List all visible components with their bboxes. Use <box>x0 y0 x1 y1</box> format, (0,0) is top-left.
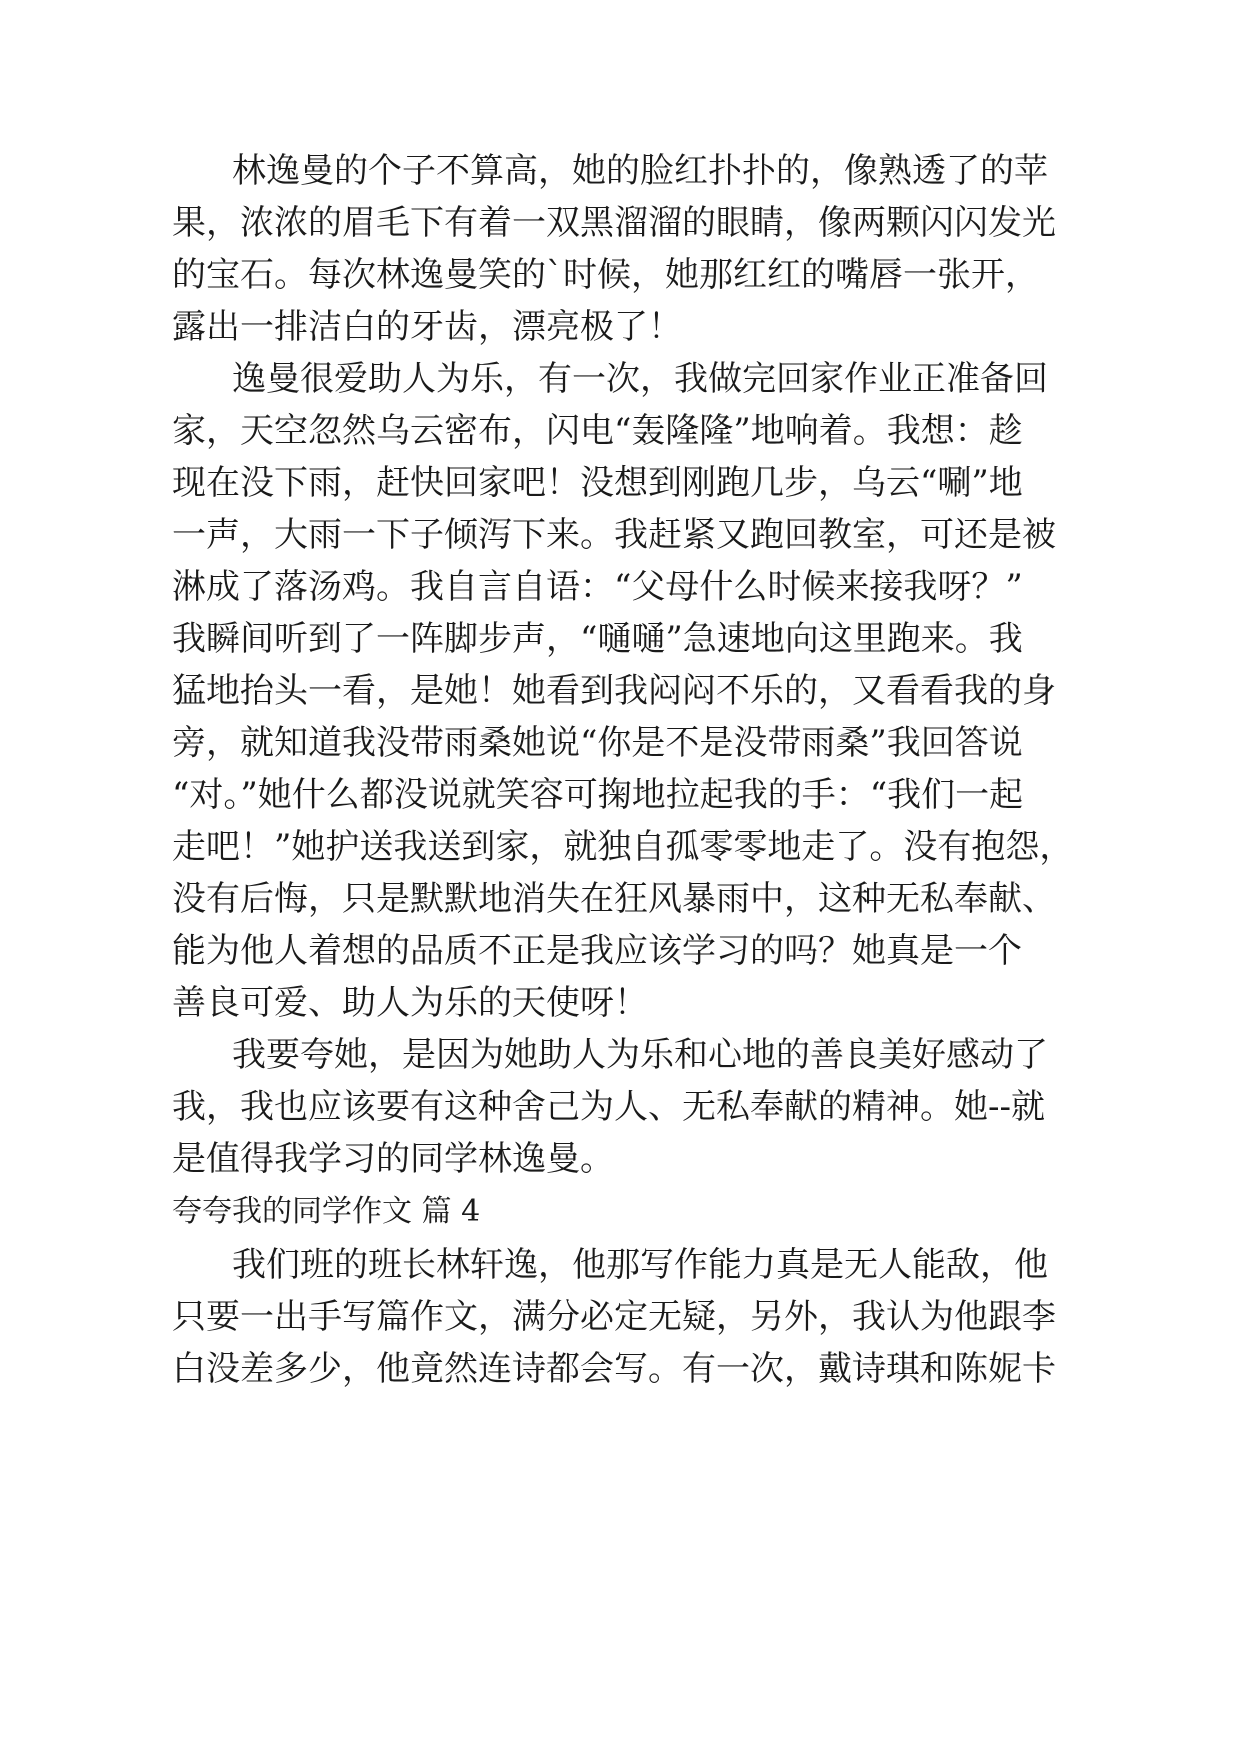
paragraph-line: 我瞬间听到了一阵脚步声，“嗵嗵”急速地向这里跑来。我 <box>172 619 1023 659</box>
paragraph-line: 逸曼很爱助人为乐，有一次，我做完回家作业正准备回 <box>232 359 1048 399</box>
paragraph-line: 林逸曼的个子不算高，她的脸红扑扑的，像熟透了的苹 <box>232 151 1048 191</box>
paragraph-line: 能为他人着想的品质不正是我应该学习的吗？她真是一个 <box>172 931 1022 971</box>
paragraph-line: 我，我也应该要有这种舍己为人、无私奉献的精神。她--就 <box>172 1087 1045 1127</box>
paragraph-line: 走吧！”她护送我送到家，就独自孤零零地走了。没有抱怨， <box>172 827 1074 867</box>
paragraph-line: 果，浓浓的眉毛下有着一双黑溜溜的眼睛，像两颗闪闪发光 <box>172 203 1056 243</box>
paragraph-line: 旁，就知道我没带雨桑她说“你是不是没带雨桑”我回答说 <box>172 723 1023 763</box>
paragraph-line: “对。”她什么都没说就笑容可掬地拉起我的手：“我们一起 <box>172 775 1024 815</box>
paragraph-line: 我要夸她，是因为她助人为乐和心地的善良美好感动了 <box>232 1035 1048 1075</box>
paragraph-line: 淋成了落汤鸡。我自言自语：“父母什么时候来接我呀？” <box>172 567 1023 607</box>
paragraph-line: 猛地抬头一看，是她！她看到我闷闷不乐的，又看看我的身 <box>172 671 1056 711</box>
paragraph-line: 没有后悔，只是默默地消失在狂风暴雨中，这种无私奉献、 <box>172 879 1056 919</box>
section-heading: 夸夸我的同学作文 篇 4 <box>172 1194 481 1229</box>
paragraph-line: 白没差多少，他竟然连诗都会写。有一次，戴诗琪和陈妮卡 <box>172 1349 1056 1389</box>
paragraph-line: 我们班的班长林轩逸，他那写作能力真是无人能敌，他 <box>232 1245 1048 1285</box>
paragraph-line: 是值得我学习的同学林逸曼。 <box>172 1139 614 1179</box>
paragraph-line: 家，天空忽然乌云密布，闪电“轰隆隆”地响着。我想：趁 <box>172 411 1023 451</box>
paragraph-line: 只要一出手写篇作文，满分必定无疑，另外，我认为他跟李 <box>172 1297 1056 1337</box>
paragraph-line: 露出一排洁白的牙齿，漂亮极了！ <box>172 307 682 347</box>
paragraph-line: 的宝石。每次林逸曼笑的`时候，她那红红的嘴唇一张开， <box>172 255 1039 295</box>
paragraph-line: 一声，大雨一下子倾泻下来。我赶紧又跑回教室，可还是被 <box>172 515 1056 555</box>
paragraph-line: 善良可爱、助人为乐的天使呀！ <box>172 983 648 1023</box>
paragraph-line: 现在没下雨，赶快回家吧！没想到刚跑几步，乌云“唰”地 <box>172 463 1023 503</box>
